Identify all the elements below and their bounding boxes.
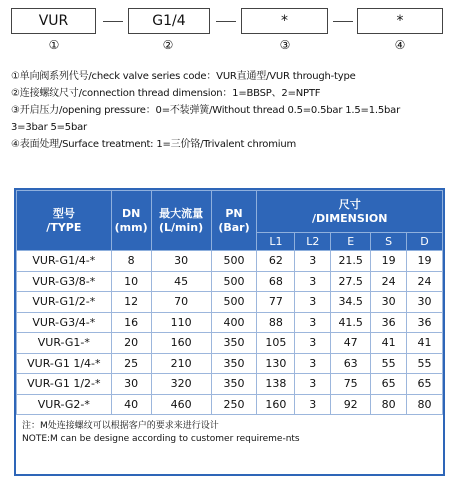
note-thread: ②连接螺纹尺寸/connection thread dimension：1=BBSP、2=NPTF bbox=[11, 88, 321, 99]
cell-d: 19 bbox=[407, 251, 443, 272]
header-flow-label: 最大流量 bbox=[159, 206, 204, 220]
cell-flow: 320 bbox=[151, 374, 211, 395]
cell-type: VUR-G2-* bbox=[17, 394, 112, 415]
table-row bbox=[17, 374, 443, 395]
header-s: S bbox=[371, 233, 407, 251]
header-dn-unit: (mm) bbox=[114, 220, 148, 234]
cell-s: 41 bbox=[371, 333, 407, 354]
code-marker-1: ① bbox=[48, 38, 60, 52]
table-footnote bbox=[16, 415, 443, 451]
cell-d: 30 bbox=[407, 292, 443, 313]
cell-s: 30 bbox=[371, 292, 407, 313]
table-row bbox=[17, 292, 443, 313]
header-type bbox=[17, 191, 112, 251]
header-d: D bbox=[407, 233, 443, 251]
cell-l2: 3 bbox=[295, 292, 331, 313]
cell-l2: 3 bbox=[295, 312, 331, 333]
cell-l1: 77 bbox=[257, 292, 295, 313]
cell-d: 36 bbox=[407, 312, 443, 333]
cell-flow: 70 bbox=[151, 292, 211, 313]
code-separator bbox=[103, 21, 123, 22]
header-l1: L1 bbox=[257, 233, 295, 251]
cell-type: VUR-G1 1/2-* bbox=[17, 374, 112, 395]
spec-table bbox=[14, 188, 445, 476]
header-type-en: /TYPE bbox=[46, 220, 82, 234]
cell-pn: 250 bbox=[211, 394, 257, 415]
code-part-pressure: * bbox=[241, 8, 328, 34]
cell-d: 65 bbox=[407, 374, 443, 395]
cell-s: 80 bbox=[371, 394, 407, 415]
code-marker-4: ④ bbox=[394, 38, 406, 52]
cell-d: 24 bbox=[407, 271, 443, 292]
cell-flow: 30 bbox=[151, 251, 211, 272]
code-separator bbox=[333, 21, 353, 22]
cell-e: 75 bbox=[331, 374, 371, 395]
cell-dn: 16 bbox=[111, 312, 151, 333]
header-pn-unit: (Bar) bbox=[218, 220, 250, 234]
cell-l1: 130 bbox=[257, 353, 295, 374]
note-pressure-cont: 3=3bar 5=5bar bbox=[11, 122, 87, 133]
note-pressure: ③开启压力/opening pressure：0=不装弹簧/Without thread 0.5=0.5bar 1.5=1.5bar bbox=[11, 105, 400, 116]
footnote-en: NOTE:M can be designe according to customer requireme-nts bbox=[22, 434, 300, 444]
cell-s: 24 bbox=[371, 271, 407, 292]
cell-flow: 160 bbox=[151, 333, 211, 354]
table-row bbox=[17, 353, 443, 374]
cell-pn: 500 bbox=[211, 251, 257, 272]
cell-l1: 160 bbox=[257, 394, 295, 415]
cell-l1: 88 bbox=[257, 312, 295, 333]
cell-l1: 105 bbox=[257, 333, 295, 354]
cell-e: 63 bbox=[331, 353, 371, 374]
cell-dn: 8 bbox=[111, 251, 151, 272]
header-dn-label: DN bbox=[121, 206, 141, 220]
spec-table-body bbox=[17, 251, 443, 415]
cell-s: 36 bbox=[371, 312, 407, 333]
code-marker-3: ③ bbox=[279, 38, 291, 52]
cell-l2: 3 bbox=[295, 333, 331, 354]
header-dn bbox=[111, 191, 151, 251]
cell-d: 55 bbox=[407, 353, 443, 374]
cell-pn: 400 bbox=[211, 312, 257, 333]
header-flow-unit: (L/min) bbox=[159, 220, 204, 234]
cell-dn: 10 bbox=[111, 271, 151, 292]
cell-flow: 460 bbox=[151, 394, 211, 415]
cell-dn: 40 bbox=[111, 394, 151, 415]
cell-l2: 3 bbox=[295, 394, 331, 415]
cell-l1: 68 bbox=[257, 271, 295, 292]
note-series: ①单向阀系列代号/check valve series code：VUR直通型/VUR through-type bbox=[11, 71, 356, 82]
cell-e: 47 bbox=[331, 333, 371, 354]
code-part-series: VUR bbox=[11, 8, 96, 34]
table-row bbox=[17, 333, 443, 354]
cell-pn: 500 bbox=[211, 271, 257, 292]
header-l2: L2 bbox=[295, 233, 331, 251]
header-e: E bbox=[331, 233, 371, 251]
cell-l2: 3 bbox=[295, 271, 331, 292]
cell-flow: 210 bbox=[151, 353, 211, 374]
code-part-thread: G1/4 bbox=[128, 8, 210, 34]
cell-pn: 350 bbox=[211, 353, 257, 374]
cell-l2: 3 bbox=[295, 374, 331, 395]
cell-pn: 350 bbox=[211, 374, 257, 395]
cell-e: 27.5 bbox=[331, 271, 371, 292]
cell-s: 55 bbox=[371, 353, 407, 374]
header-dimension-en: /DIMENSION bbox=[311, 211, 388, 225]
cell-type: VUR-G1/2-* bbox=[17, 292, 112, 313]
cell-type: VUR-G1 1/4-* bbox=[17, 353, 112, 374]
cell-s: 65 bbox=[371, 374, 407, 395]
cell-l2: 3 bbox=[295, 353, 331, 374]
code-separator bbox=[216, 21, 236, 22]
header-dimension-cn: 尺寸 bbox=[338, 197, 361, 211]
cell-type: VUR-G1-* bbox=[17, 333, 112, 354]
cell-dn: 12 bbox=[111, 292, 151, 313]
header-pn bbox=[211, 191, 257, 251]
cell-l1: 138 bbox=[257, 374, 295, 395]
cell-e: 21.5 bbox=[331, 251, 371, 272]
cell-dn: 25 bbox=[111, 353, 151, 374]
header-pn-label: PN bbox=[225, 206, 243, 220]
header-dimension bbox=[257, 191, 443, 233]
cell-pn: 500 bbox=[211, 292, 257, 313]
cell-pn: 350 bbox=[211, 333, 257, 354]
cell-e: 41.5 bbox=[331, 312, 371, 333]
cell-e: 92 bbox=[331, 394, 371, 415]
code-notes bbox=[11, 68, 459, 153]
table-row bbox=[17, 312, 443, 333]
table-row bbox=[17, 271, 443, 292]
cell-flow: 110 bbox=[151, 312, 211, 333]
cell-type: VUR-G3/8-* bbox=[17, 271, 112, 292]
table-row bbox=[17, 394, 443, 415]
cell-d: 80 bbox=[407, 394, 443, 415]
footnote-cn: 注：M处连接螺纹可以根据客户的要求来进行设计 bbox=[22, 421, 219, 431]
header-type-cn: 型号 bbox=[52, 206, 75, 220]
table-row bbox=[17, 251, 443, 272]
cell-s: 19 bbox=[371, 251, 407, 272]
cell-e: 34.5 bbox=[331, 292, 371, 313]
cell-l1: 62 bbox=[257, 251, 295, 272]
cell-flow: 45 bbox=[151, 271, 211, 292]
code-marker-2: ② bbox=[162, 38, 174, 52]
header-flow bbox=[151, 191, 211, 251]
cell-type: VUR-G1/4-* bbox=[17, 251, 112, 272]
note-surface: ④表面处理/Surface treatment: 1=三价铬/Trivalent chromium bbox=[11, 139, 297, 150]
cell-dn: 20 bbox=[111, 333, 151, 354]
cell-dn: 30 bbox=[111, 374, 151, 395]
code-part-surface: * bbox=[357, 8, 443, 34]
cell-d: 41 bbox=[407, 333, 443, 354]
cell-type: VUR-G3/4-* bbox=[17, 312, 112, 333]
cell-l2: 3 bbox=[295, 251, 331, 272]
